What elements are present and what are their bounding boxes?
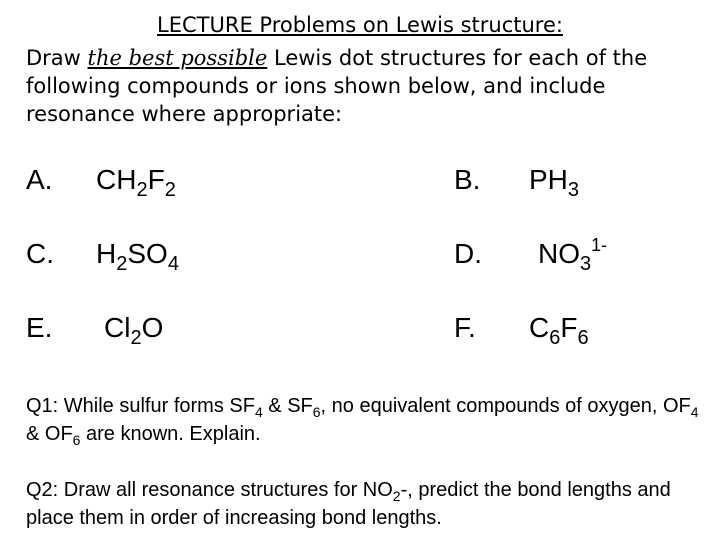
item-b-formula <box>529 164 580 201</box>
item-a-letter: A. <box>26 164 53 195</box>
question-subscript: 4 <box>690 404 699 420</box>
question-subscript: 4 <box>254 404 263 420</box>
formula-part: CH <box>96 164 137 195</box>
instructions-text-start: Draw <box>26 46 88 70</box>
item-e-letter: E. <box>26 312 53 343</box>
question-text: & OF <box>26 423 73 445</box>
formula-subscript: 6 <box>549 327 561 349</box>
question-text: Q1: While sulfur forms SF <box>26 395 255 417</box>
item-c-formula <box>96 238 179 275</box>
formula-charge: 1- <box>591 235 608 255</box>
question-text: & SF <box>262 395 313 417</box>
question-subscript: 6 <box>312 404 321 420</box>
formula-subscript: 4 <box>167 253 179 275</box>
instructions-text-end: Lewis dot structures for each of the following compounds or ions shown below, and include resonance where appropriate: <box>26 46 648 126</box>
formula-subscript: 3 <box>580 253 592 275</box>
item-f-formula <box>529 312 589 349</box>
formula-part: SO <box>127 238 168 269</box>
formula-subscript: 2 <box>116 253 128 275</box>
item-f-letter: F. <box>454 312 476 343</box>
item-e-formula <box>104 312 164 349</box>
formula-part: C <box>529 312 550 343</box>
item-a-formula <box>96 164 176 201</box>
formula-subscript: 6 <box>577 327 589 349</box>
item-b-letter: B. <box>454 164 481 195</box>
instructions <box>26 44 706 128</box>
question-2 <box>26 476 706 532</box>
question-text: Q2: Draw all resonance structures for NO <box>26 479 393 501</box>
formula-subscript: 2 <box>130 327 142 349</box>
question-text: are known. Explain. <box>80 423 261 445</box>
question-text: , no equivalent compounds of oxygen, OF <box>320 395 691 417</box>
instructions-emphasis: the best possible <box>87 46 268 70</box>
item-d-formula <box>538 235 608 275</box>
formula-subscript: 2 <box>136 179 148 201</box>
question-text: -, predict the bond lengths and place them in order of increasing bond lengths. <box>26 479 671 529</box>
item-c-letter: C. <box>26 238 54 269</box>
question-subscript: 6 <box>72 432 81 448</box>
item-d-letter: D. <box>454 238 482 269</box>
formula-part: H <box>96 238 117 269</box>
question-subscript: 2 <box>392 488 401 504</box>
formula-part: NO <box>538 238 580 269</box>
page-title: LECTURE Problems on Lewis structure: <box>157 13 563 37</box>
formula-part: PH <box>529 164 568 195</box>
formula-subscript: 2 <box>164 179 176 201</box>
question-1 <box>26 392 706 448</box>
formula-part: F <box>560 312 578 343</box>
formula-part: F <box>147 164 165 195</box>
formula-subscript: 3 <box>567 179 580 201</box>
formula-part: Cl <box>104 312 131 343</box>
formula-part: O <box>141 312 164 343</box>
